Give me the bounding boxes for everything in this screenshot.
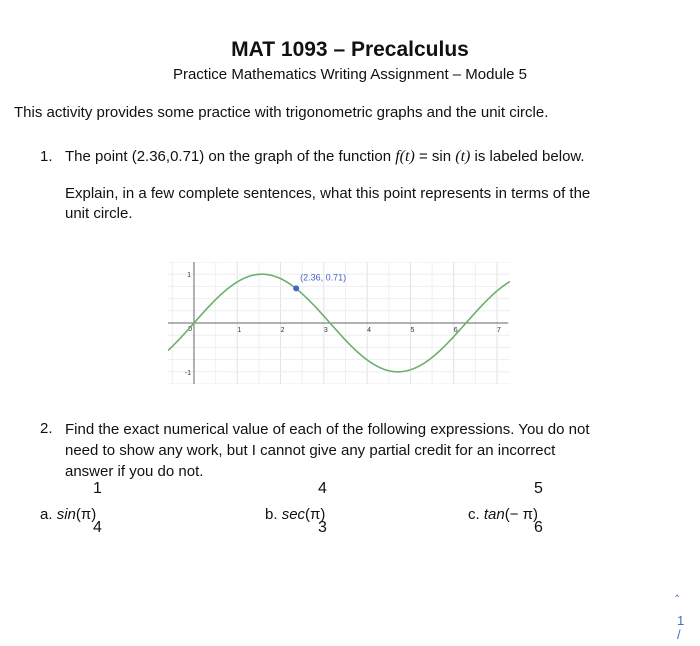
x-tick-label: 2: [280, 327, 285, 334]
origin-label: 0: [188, 326, 192, 333]
q1-text: [65, 148, 585, 166]
x-tick-label: 3: [323, 327, 328, 334]
part-b-denominator: 3: [318, 519, 327, 536]
part-b-letter: b.: [265, 506, 278, 523]
intro-text: This activity provides some practice with trigonometric graphs and the unit circle.: [14, 104, 549, 121]
q1-explain-line1: Explain, in a few complete sentences, what this point represents in terms of the: [65, 185, 591, 202]
q1-explain-line2: unit circle.: [65, 205, 133, 222]
part-b-expression: b. sec(π): [265, 506, 326, 523]
part-c-expression: c. tan(− π): [468, 506, 538, 523]
part-a-expression: a. sin(π): [40, 506, 97, 523]
sine-graph: [168, 262, 510, 384]
part-a-letter: a.: [40, 506, 53, 523]
x-tick-label: 1: [237, 327, 242, 334]
q2-line3: answer if you do not.: [65, 463, 204, 480]
page-divider-icon: /: [677, 627, 681, 642]
part-b-numerator: 4: [318, 480, 327, 497]
page-number: 1: [677, 613, 685, 628]
x-tick-label: 7: [497, 327, 501, 334]
q1-equals: = sin: [418, 148, 452, 165]
q1-number: 1.: [40, 148, 53, 165]
page-subtitle: Practice Mathematics Writing Assignment – Module 5: [172, 66, 528, 83]
q2-number: 2.: [40, 420, 53, 437]
x-tick-label: 6: [453, 327, 458, 334]
x-tick-label: 5: [410, 327, 415, 334]
y-tick-label: -1: [184, 369, 191, 377]
q1-function-arg: (t): [455, 148, 471, 165]
q1-function: f(t): [395, 148, 415, 165]
point-label: (2.36, 0.71): [300, 272, 347, 283]
chevron-up-icon[interactable]: ‸: [675, 582, 680, 597]
page-title: MAT 1093 – Precalculus: [231, 38, 469, 61]
x-tick-label: 4: [367, 327, 372, 334]
part-c-letter: c.: [468, 506, 480, 523]
q2-line1: Find the exact numerical value of each of the following expressions. You do not: [65, 421, 590, 438]
part-a-denominator: 4: [93, 519, 102, 536]
part-c-fn: tan: [483, 506, 505, 523]
labeled-point: [293, 285, 299, 291]
part-c-denominator: 6: [534, 519, 543, 536]
part-c-numerator: 5: [534, 480, 543, 497]
part-b-fn: sec: [281, 506, 306, 523]
q1-line-end: is labeled below.: [474, 148, 585, 165]
part-a-numerator: 1: [93, 480, 102, 497]
part-a-fn: sin: [56, 506, 76, 523]
y-tick-label: 1: [187, 272, 191, 280]
q2-line2: need to show any work, but I cannot give any partial credit for an incorrect: [65, 442, 556, 459]
q1-line-start: The point (2.36,0.71) on the graph of the function: [65, 148, 392, 165]
